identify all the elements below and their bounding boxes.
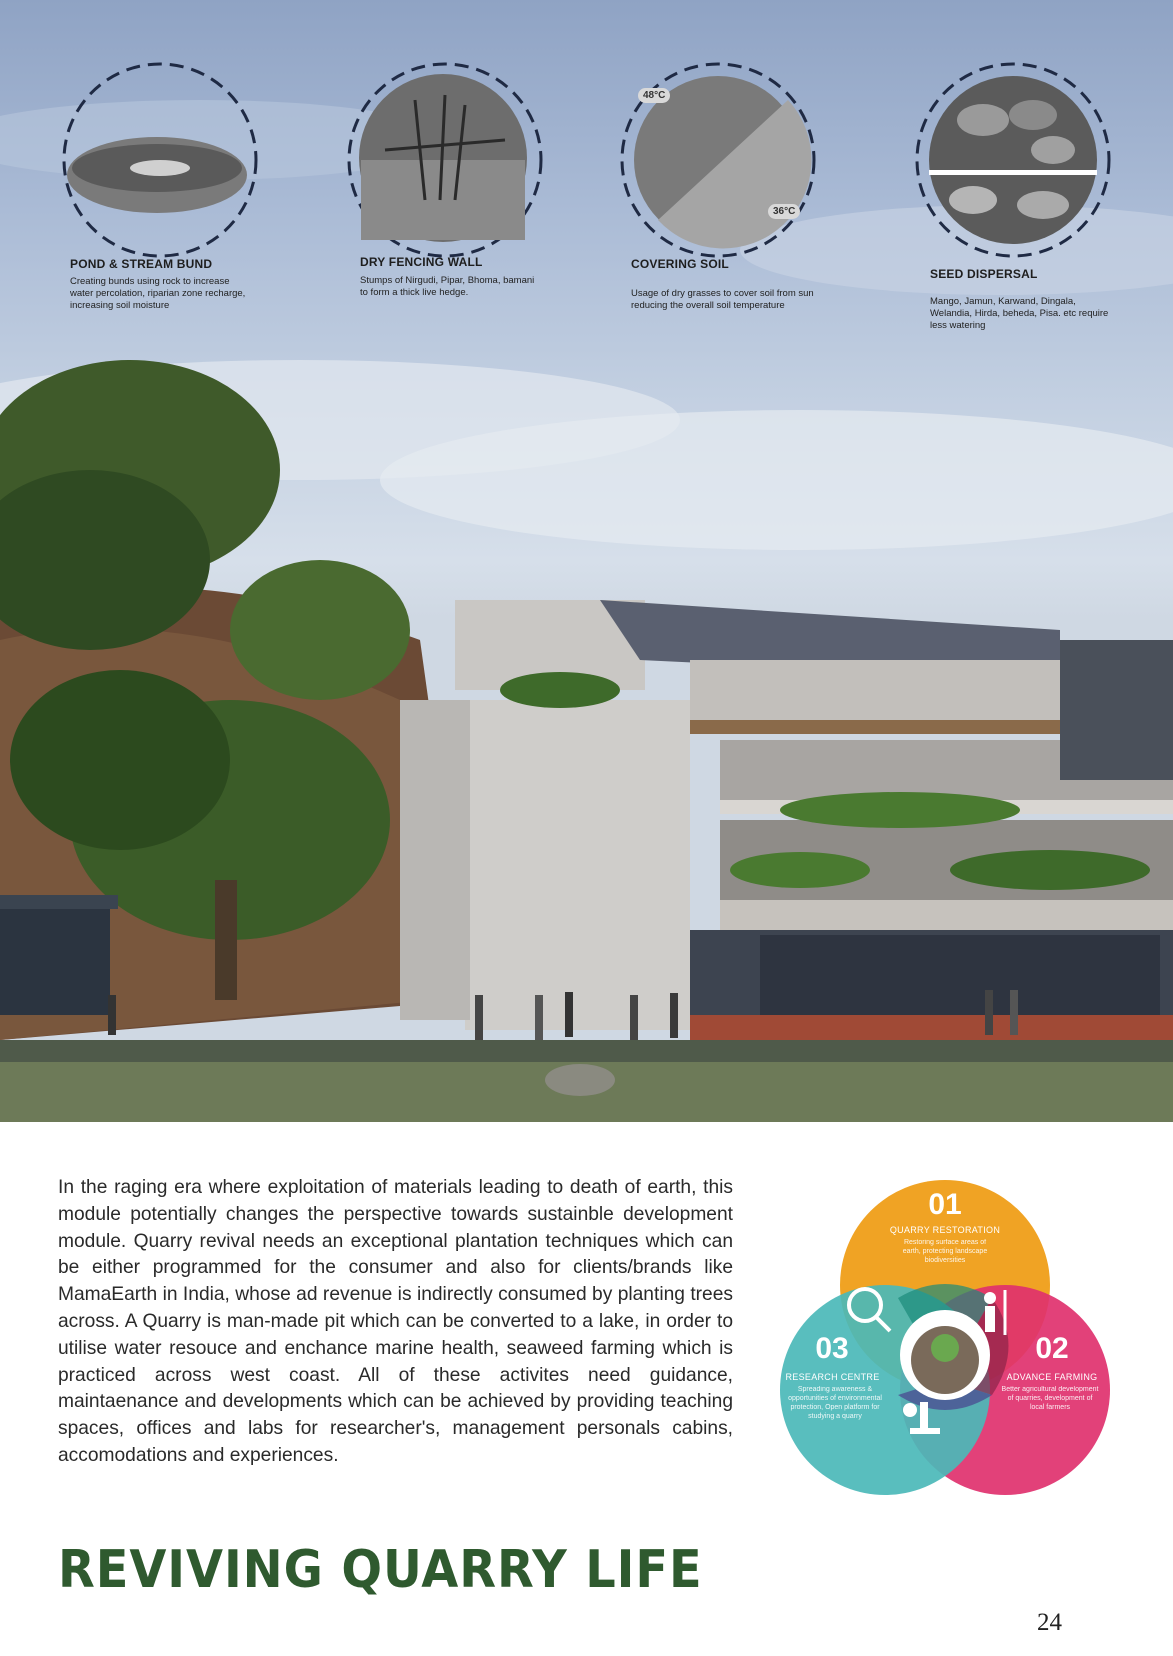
fencing-photo-circle	[345, 60, 545, 260]
venn-label-advance-farming: ADVANCE FARMING	[1006, 1372, 1098, 1382]
venn-desc-research-centre: Spreading awareness & opportunities of environmental protection, Open platform for studying a quarry	[788, 1386, 882, 1420]
technique-title: POND & STREAM BUND	[70, 257, 213, 271]
page-number: 24	[1037, 1609, 1062, 1636]
technique-description: Usage of dry grasses to cover soil from sun reducing the overall soil temperature	[631, 288, 814, 311]
page-title: REVIVING QUARRY LIFE	[58, 1540, 703, 1600]
body-paragraph: In the raging era where exploitation of materials leading to death of earth, this module potentially changes the perspective towards sustainble development module. Quarry revival needs an exceptional plantation techniques which can be either programmed for the consumer and also for clients/brands like MamaEarth in India, whose ad revenue is indirectly consumed by planting trees across. A Quarry is man-made pit which can be converted to a lake, in order to utilise water resouce and enchance marine health, seaweed farming which is practiced across west coast. All of these activites need guidance, maintaenance and developments which can be achieved by providing teaching spaces, offices and labs for researcher's, management personals cabins, accomodations and experiences.	[58, 1177, 733, 1466]
temperature-high-badge: 48°C	[638, 88, 670, 103]
pond-photo-circle	[60, 60, 260, 260]
technique-description: Creating bunds using rock to increase water percolation, riparian zone recharge, increasing soil moisture	[70, 276, 246, 311]
technique-title: SEED DISPERSAL	[930, 267, 1038, 281]
technique-description: Mango, Jamun, Karwand, Dingala, Welandia, Hirda, beheda, Pisa. etc require less watering	[930, 296, 1109, 331]
venn-diagram	[780, 1180, 1110, 1500]
venn-number-03: 03	[815, 1332, 849, 1365]
venn-number-01: 01	[928, 1188, 962, 1221]
venn-number-02: 02	[1035, 1332, 1069, 1365]
venn-label-quarry-restoration: QUARRY RESTORATION	[889, 1225, 1001, 1235]
technique-description: Stumps of Nirgudi, Pipar, Bhoma, bamani to form a thick live hedge.	[360, 275, 535, 298]
technique-title: DRY FENCING WALL	[360, 255, 483, 269]
seeds-photo-circle	[913, 60, 1113, 260]
venn-label-research-centre: RESEARCH CENTRE	[785, 1372, 880, 1382]
venn-desc-advance-farming: Better agricultural development of quarries, development of local farmers	[1001, 1386, 1099, 1411]
venn-desc-quarry-restoration: Restoring surface areas of earth, protecting landscape biodiversities	[902, 1239, 988, 1264]
technique-title: COVERING SOIL	[631, 257, 729, 271]
temperature-low-badge: 36°C	[768, 204, 800, 219]
